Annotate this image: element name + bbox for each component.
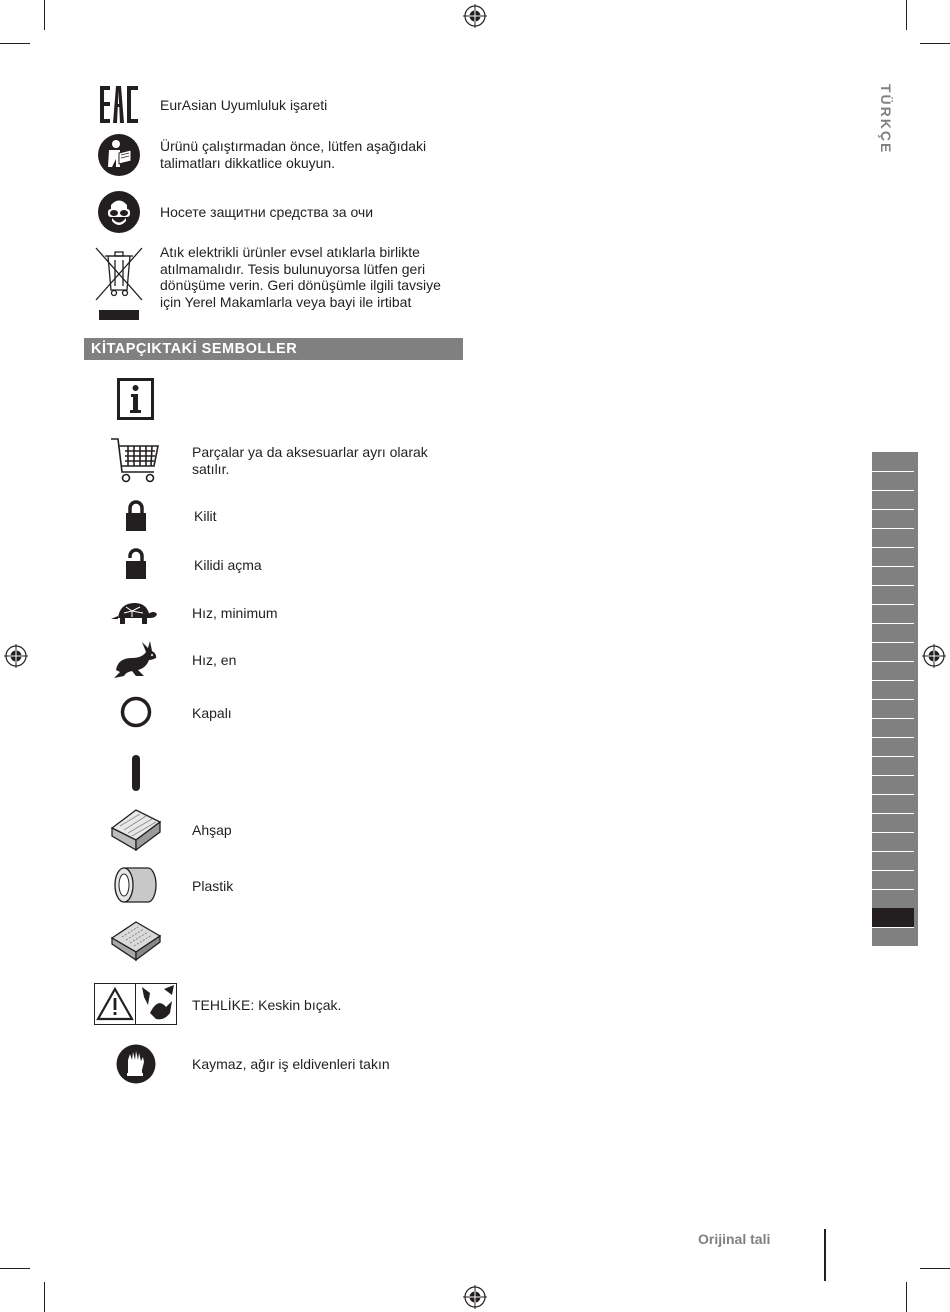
registration-mark-icon	[922, 644, 946, 668]
accessories-text: Parçalar ya da aksesuarlar ayrı olarak satılır.	[192, 444, 428, 477]
plastic-text: Plastik	[192, 878, 234, 894]
sharp-blade-warning-icon	[94, 983, 178, 1025]
footer-divider	[824, 1229, 826, 1281]
crop-mark	[44, 0, 45, 30]
unlock-icon	[125, 548, 147, 580]
weee-crossed-bin-icon	[94, 246, 144, 322]
gloves-text: Kaymaz, ağır iş eldivenleri takın	[192, 1056, 390, 1072]
gloves-icon	[116, 1044, 156, 1084]
eye-protection-text: Носете защитни средства за очи	[160, 204, 374, 220]
tortoise-icon	[110, 600, 158, 626]
sharp-blade-text: TEHLİKE: Keskin bıçak.	[192, 997, 342, 1013]
crop-mark	[44, 1282, 45, 1312]
footer-text: Orijinal tali	[698, 1231, 771, 1247]
on-bar-icon	[131, 754, 141, 792]
metal-plate-icon	[110, 918, 162, 962]
weee-text: Atık elektrikli ürünler evsel atıklarla birlikte atılmamalıdır. Tesis bulunuyorsa lütfen geri dönüşüme verin. Geri dönüşümle ilgili tavsiye için Yerel Makamlarla veya bayi ile irtibat	[160, 244, 441, 310]
section-heading: KİTAPÇIKTAKİ SEMBOLLER	[84, 338, 463, 360]
crop-mark	[906, 0, 907, 30]
crop-mark	[920, 43, 950, 44]
wood-block-icon	[110, 806, 162, 852]
wood-text: Ahşap	[192, 822, 232, 838]
off-text: Kapalı	[192, 705, 232, 721]
info-icon	[117, 378, 154, 420]
eac-mark-icon	[100, 86, 138, 123]
registration-mark-icon	[463, 1285, 487, 1309]
crop-mark	[0, 43, 30, 44]
eac-text: EurAsian Uyumluluk işareti	[160, 97, 328, 113]
registration-mark-icon	[463, 4, 487, 28]
eye-protection-icon	[98, 191, 140, 233]
plastic-pipe-icon	[110, 864, 158, 906]
shopping-cart-icon	[110, 436, 160, 484]
section-tab-strip	[872, 452, 918, 946]
off-circle-icon	[120, 696, 152, 728]
crop-mark	[0, 1268, 30, 1269]
lock-icon	[125, 500, 147, 532]
read-manual-text: Ürünü çalıştırmadan önce, lütfen aşağıdaki talimatları dikkatlice okuyun.	[160, 138, 427, 171]
active-section-tab	[872, 908, 914, 927]
read-manual-icon	[98, 134, 140, 176]
hare-icon	[112, 640, 158, 680]
lock-text: Kilit	[194, 508, 217, 524]
crop-mark	[920, 1268, 950, 1269]
crop-mark	[906, 1282, 907, 1312]
registration-mark-icon	[4, 644, 28, 668]
unlock-text: Kilidi açma	[194, 557, 262, 573]
speed-max-text: Hız, en	[192, 652, 237, 668]
speed-min-text: Hız, minimum	[192, 605, 278, 621]
language-tab-label: TÜRKÇE	[878, 84, 894, 155]
